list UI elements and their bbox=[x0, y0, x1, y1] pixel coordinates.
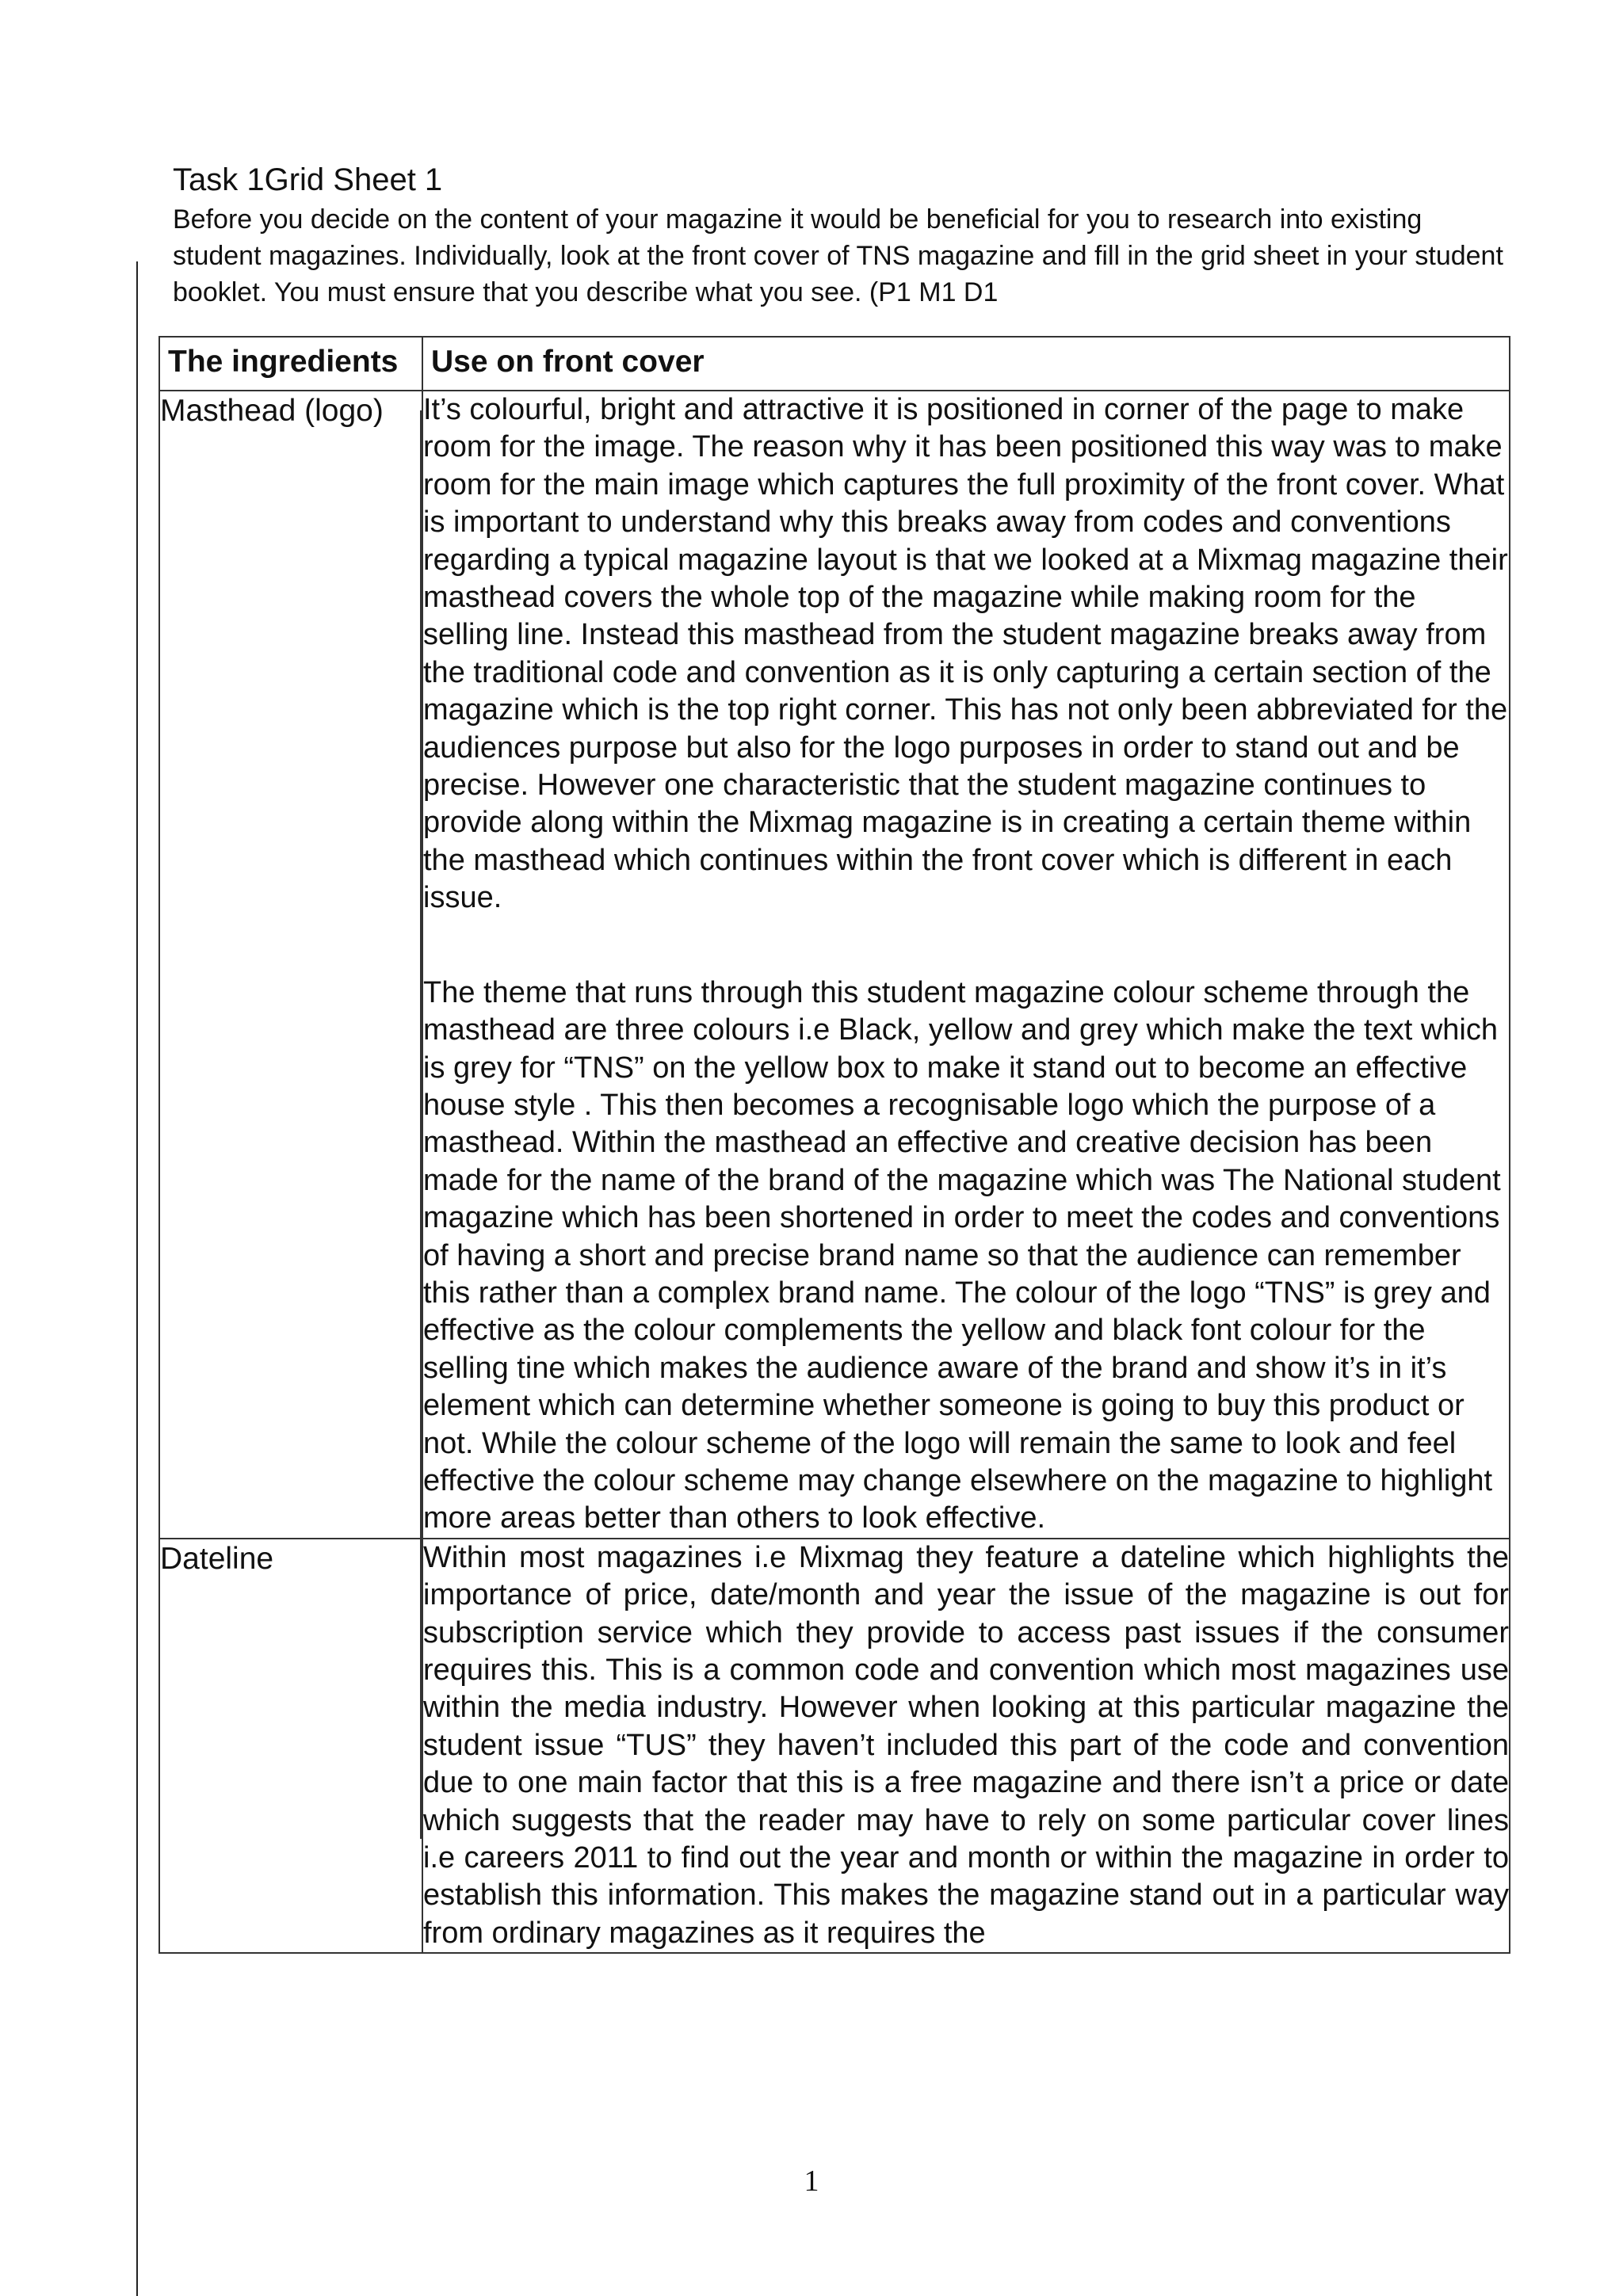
ingredient-label: Masthead (logo) bbox=[160, 394, 384, 428]
description-cell bbox=[422, 1539, 1510, 1953]
cell-divider-mark bbox=[420, 410, 422, 1726]
table-header-row bbox=[159, 337, 1510, 391]
ingredient-cell bbox=[159, 1539, 422, 1953]
description-cell bbox=[422, 391, 1510, 1539]
ingredient-label: Dateline bbox=[160, 1541, 274, 1576]
table-row-dateline bbox=[159, 1539, 1510, 1953]
task-header bbox=[173, 160, 1504, 311]
description-paragraph: It’s colourful, bright and attractive it is positioned in corner of the page to make room for the image. The reason why it has been positioned this way was to make room for the main image which captures the full proximity of the front cover. What is important to understand why this breaks away from codes and conventions regarding a typical magazine layout is that we looked at a Mixmag magazine their masthead covers the whole top of the magazine while making room for the selling line. Instead this masthead from the student magazine breaks away from the traditional code and convention as it is only capturing a certain section of the magazine which is the top right corner. This has not only been abbreviated for the audiences purpose but also for the logo purposes in order to stand out and be precise. However one characteristic that the student magazine continues to provide along within the Mixmag magazine is in creating a certain theme within the masthead which continues within the front cover which is different in each issue. bbox=[423, 393, 1508, 915]
margin-rule bbox=[136, 261, 138, 2296]
ingredient-cell bbox=[159, 391, 422, 1539]
table-row-masthead bbox=[159, 391, 1510, 1539]
task-instructions: Before you decide on the content of your magazine it would be beneficial for you to research into existing student magazines. Individually, look at the front cover of TNS magazine and fill in the grid sheet in your student booklet. You must ensure that you describe what you see. (P1 M1 D1 bbox=[173, 204, 1503, 307]
column-header-ingredients: The ingredients bbox=[159, 337, 422, 391]
column-header-use: Use on front cover bbox=[422, 337, 1510, 391]
grid-sheet-table bbox=[158, 336, 1510, 1954]
page-number: 1 bbox=[804, 2164, 819, 2198]
task-title: Task 1Grid Sheet 1 bbox=[173, 162, 443, 197]
description-paragraph: Within most magazines i.e Mixmag they feature a dateline which highlights the importance of price, date/month and year the issue of the magazine is out for subscription service which they provide to access past issues if the consumer requires this. This is a common code and convention which most magazines use within the media industry. However when looking at this particular magazine the student issue “TUS” they haven’t included this part of the code and convention due to one main factor that this is a free magazine and there isn’t a price or date which suggests that the reader may have to rely on some particular cover lines i.e careers 2011 to find out the year and month or within the magazine in order to establish this information. This makes the magazine stand out in a particular way from ordinary magazines as it requires the bbox=[423, 1540, 1509, 1950]
description-paragraph: The theme that runs through this student magazine colour scheme through the masthead are three colours i.e Black, yellow and grey which make the text which is grey for “TNS” on the yellow box to make it stand out to become an effective house style . This then becomes a recognisable logo which the purpose of a masthead. Within the masthead an effective and creative decision has been made for the name of the brand of the magazine which was The National student magazine which has been shortened in order to meet the codes and conventions of having a short and precise brand name so that the audience can remember this rather than a complex brand name. The colour of the logo “TNS” is grey and effective as the colour complements the yellow and black font colour for the selling tine which makes the audience aware of the brand and show it’s in it’s element which can determine whether someone is going to buy this product or not. While the colour scheme of the logo will remain the same to look and feel effective the colour scheme may change elsewhere on the magazine to highlight more areas better than others to look effective. bbox=[423, 975, 1501, 1535]
cell-divider-mark bbox=[420, 1558, 422, 1839]
